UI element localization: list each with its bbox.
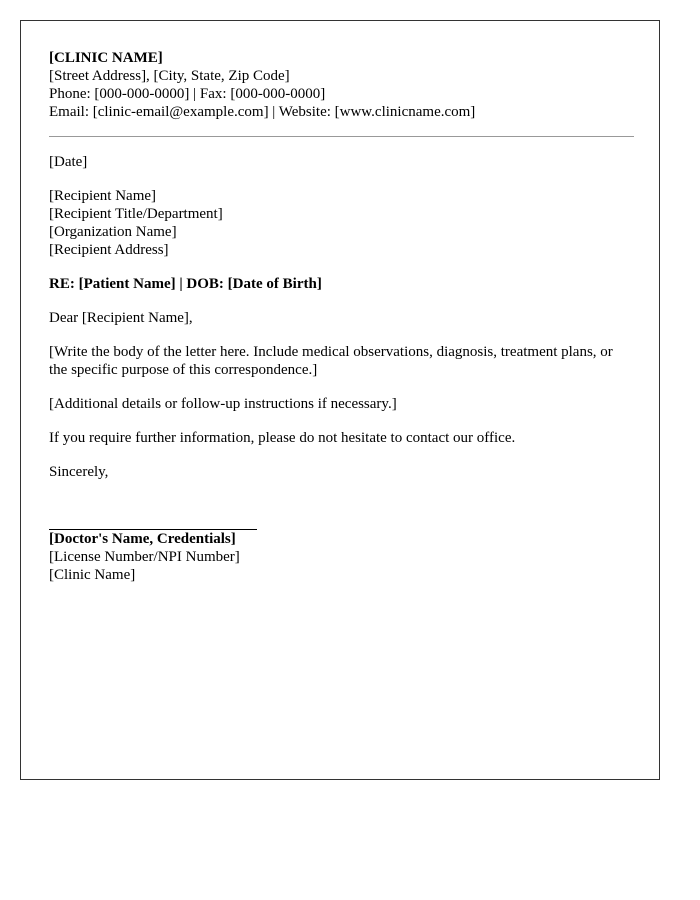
body-paragraph-3: If you require further information, please do not hesitate to contact our office. [49,430,516,446]
letterhead-divider [49,136,634,137]
recipient-block [49,187,634,259]
closing-text: Sincerely, [49,464,109,480]
date-text: [Date] [49,154,88,170]
clinic-email-website: Email: [clinic-email@example.com] | Website: [www.clinicname.com] [49,104,476,120]
letter-content [49,49,634,584]
letter-date [49,153,634,171]
letterhead [49,49,634,121]
signature-block [49,530,634,584]
recipient-name: [Recipient Name] [49,188,157,204]
salutation [49,309,634,327]
body-paragraph-1: [Write the body of the letter here. Include medical observations, diagnosis, treatment plans, or the specific purpose of this correspondence.] [49,344,613,378]
doctor-name: [Doctor's Name, Credentials] [49,531,236,547]
closing [49,463,634,481]
signature-space [49,481,634,529]
clinic-name: [CLINIC NAME] [49,50,163,66]
signature-clinic-name: [Clinic Name] [49,567,136,583]
subject-text: RE: [Patient Name] | DOB: [Date of Birth] [49,276,322,292]
clinic-phone-fax: Phone: [000-000-0000] | Fax: [000-000-0000] [49,86,326,102]
recipient-title: [Recipient Title/Department] [49,206,223,222]
body-paragraph-2: [Additional details or follow-up instructions if necessary.] [49,396,397,412]
license-number: [License Number/NPI Number] [49,549,240,565]
letter-page [20,20,660,780]
subject-line [49,275,634,293]
recipient-address: [Recipient Address] [49,242,169,258]
clinic-address: [Street Address], [City, State, Zip Code] [49,68,290,84]
recipient-organization: [Organization Name] [49,224,177,240]
salutation-text: Dear [Recipient Name], [49,310,193,326]
